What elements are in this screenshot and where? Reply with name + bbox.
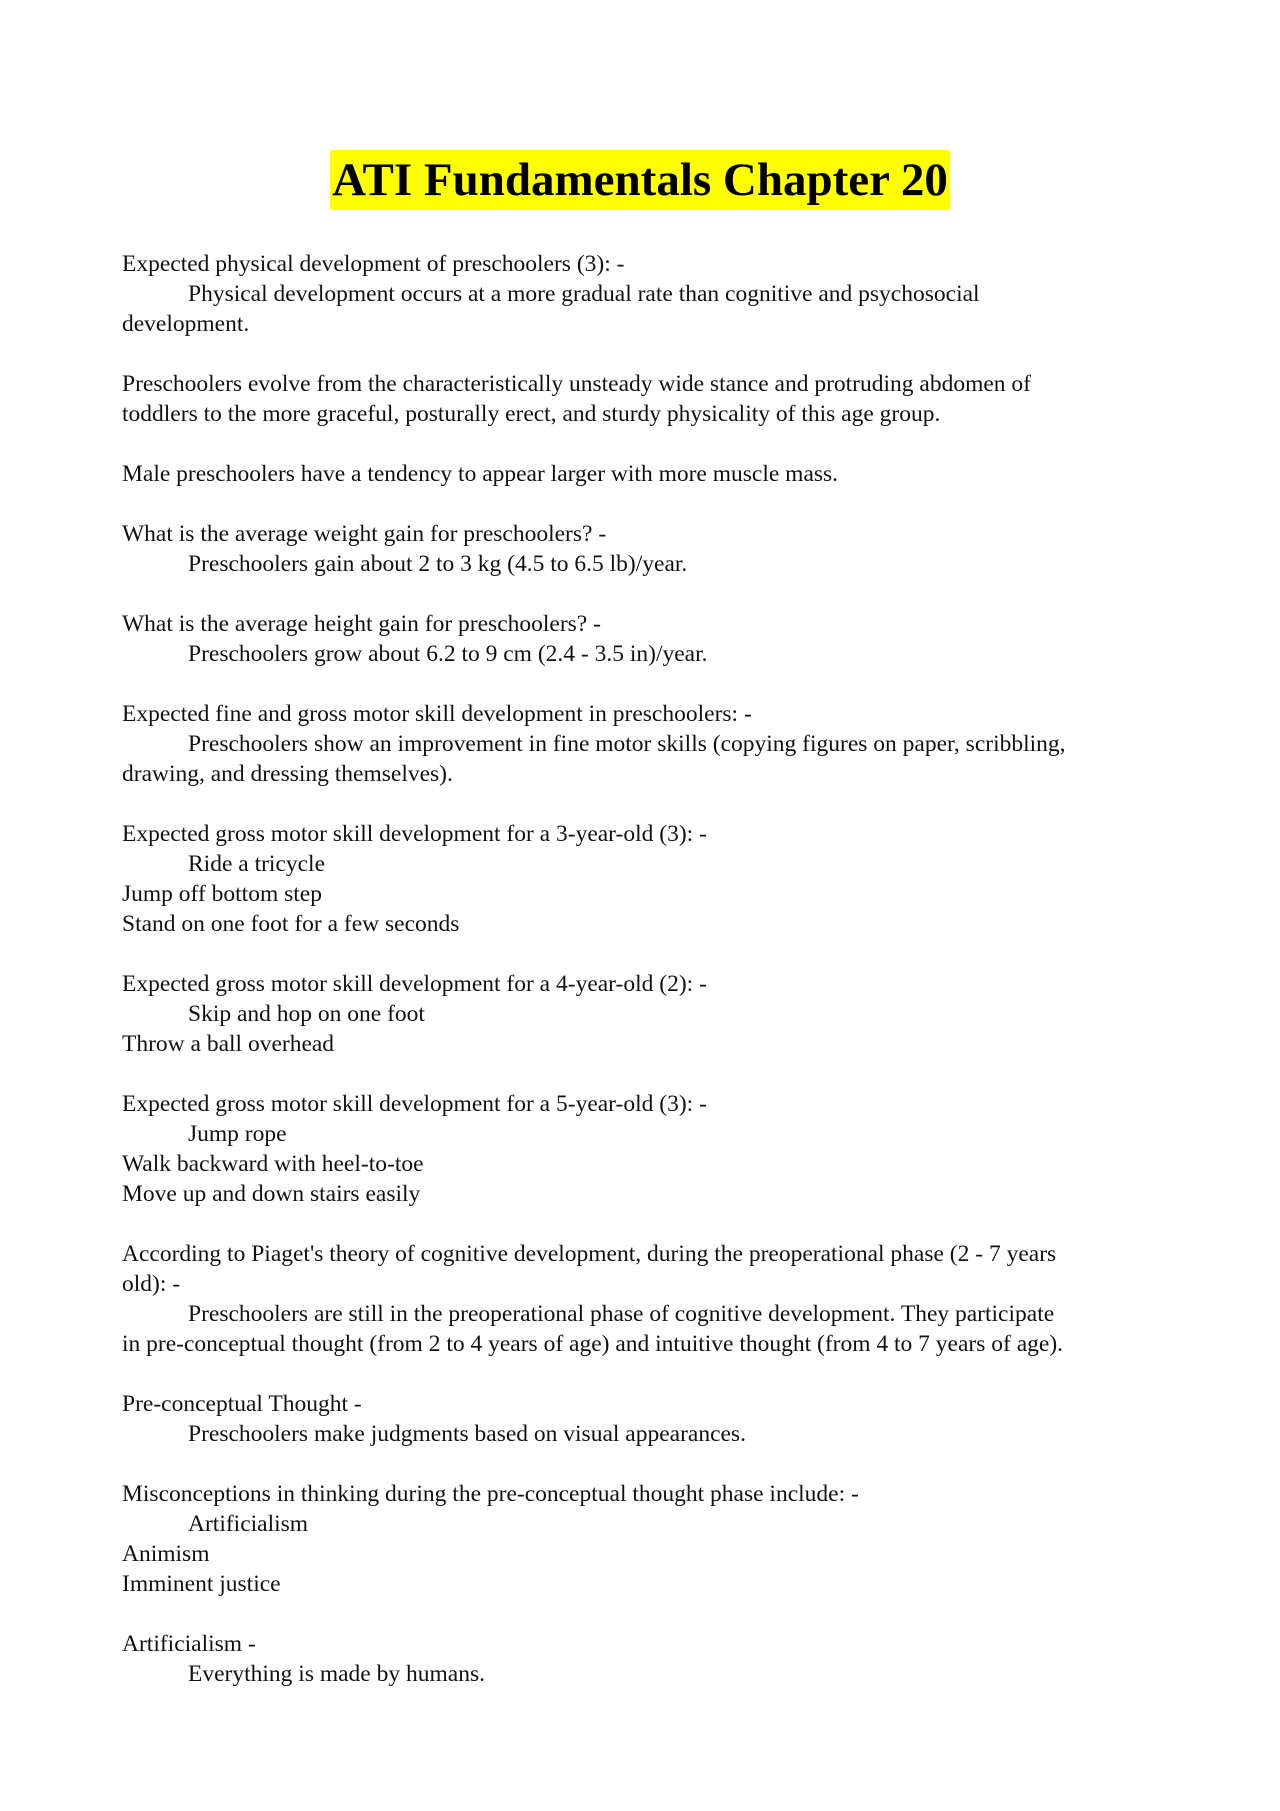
- title-container: [0, 150, 1280, 210]
- entry-pre-conceptual-thought: [122, 1389, 1172, 1449]
- entry-4-year-old: [122, 969, 1172, 1059]
- entry-answer-item: Move up and down stairs easily: [122, 1181, 421, 1207]
- entry-question: According to Piaget's theory of cognitive development, during the preoperational phase (2 - 7 years: [122, 1241, 1057, 1267]
- entry-answer-item: Throw a ball overhead: [122, 1031, 335, 1057]
- entry-answer: Skip and hop on one foot: [188, 1001, 425, 1027]
- entry-answer-item: Jump off bottom step: [122, 881, 322, 907]
- entry-piaget-preoperational: [122, 1239, 1172, 1359]
- entry-question: What is the average weight gain for preschoolers? -: [122, 521, 607, 547]
- entry-answer-item: Stand on one foot for a few seconds: [122, 911, 460, 937]
- entry-3-year-old: [122, 819, 1172, 939]
- entry-question: Expected fine and gross motor skill development in preschoolers: -: [122, 701, 752, 727]
- entry-question: Expected physical development of preschoolers (3): -: [122, 251, 625, 277]
- entry-question-continued: old): -: [122, 1271, 181, 1297]
- entry-question: Pre-conceptual Thought -: [122, 1391, 362, 1417]
- entry-preschoolers-evolve: [122, 369, 1172, 429]
- entry-height-gain: [122, 609, 1172, 669]
- entry-answer-continued: development.: [122, 311, 250, 337]
- entry-question: What is the average height gain for preschoolers? -: [122, 611, 601, 637]
- paragraph-line: Preschoolers evolve from the characteristically unsteady wide stance and protruding abdomen of: [122, 371, 1032, 397]
- entry-misconceptions: [122, 1479, 1172, 1599]
- entry-answer-item: Walk backward with heel-to-toe: [122, 1151, 424, 1177]
- entry-artificialism: [122, 1629, 1172, 1689]
- entry-answer: Ride a tricycle: [188, 851, 326, 877]
- entry-male-preschoolers: [122, 459, 1172, 489]
- entry-question: Expected gross motor skill development for a 3-year-old (3): -: [122, 821, 707, 847]
- entry-5-year-old: [122, 1089, 1172, 1209]
- entry-answer: Preschoolers grow about 6.2 to 9 cm (2.4 - 3.5 in)/year.: [188, 641, 708, 667]
- entry-answer-item: Imminent justice: [122, 1571, 281, 1597]
- entry-answer: Preschoolers are still in the preoperational phase of cognitive development. They participate: [188, 1301, 1055, 1327]
- entry-question: Expected gross motor skill development for a 4-year-old (2): -: [122, 971, 707, 997]
- paragraph-line: Male preschoolers have a tendency to appear larger with more muscle mass.: [122, 461, 839, 487]
- entry-fine-gross-motor: [122, 699, 1172, 789]
- entry-answer: Everything is made by humans.: [188, 1661, 485, 1687]
- entry-answer-continued: in pre-conceptual thought (from 2 to 4 years of age) and intuitive thought (from 4 to 7 years of age).: [122, 1331, 1064, 1357]
- entry-physical-development: [122, 249, 1172, 339]
- entry-answer: Artificialism: [188, 1511, 309, 1537]
- entry-answer: Jump rope: [188, 1121, 287, 1147]
- entry-question: Artificialism -: [122, 1631, 256, 1657]
- entry-answer: Physical development occurs at a more gradual rate than cognitive and psychosocial: [188, 281, 980, 307]
- document-body: [122, 249, 1172, 1719]
- entry-weight-gain: [122, 519, 1172, 579]
- entry-answer: Preschoolers make judgments based on visual appearances.: [188, 1421, 746, 1447]
- document-title: ATI Fundamentals Chapter 20: [330, 150, 950, 210]
- entry-answer: Preschoolers gain about 2 to 3 kg (4.5 to 6.5 lb)/year.: [188, 551, 688, 577]
- entry-answer-continued: drawing, and dressing themselves).: [122, 761, 453, 787]
- paragraph-line: toddlers to the more graceful, posturally erect, and sturdy physicality of this age group.: [122, 401, 941, 427]
- entry-answer: Preschoolers show an improvement in fine motor skills (copying figures on paper, scribbling,: [188, 731, 1066, 757]
- entry-answer-item: Animism: [122, 1541, 210, 1567]
- entry-question: Misconceptions in thinking during the pre-conceptual thought phase include: -: [122, 1481, 859, 1507]
- entry-question: Expected gross motor skill development for a 5-year-old (3): -: [122, 1091, 707, 1117]
